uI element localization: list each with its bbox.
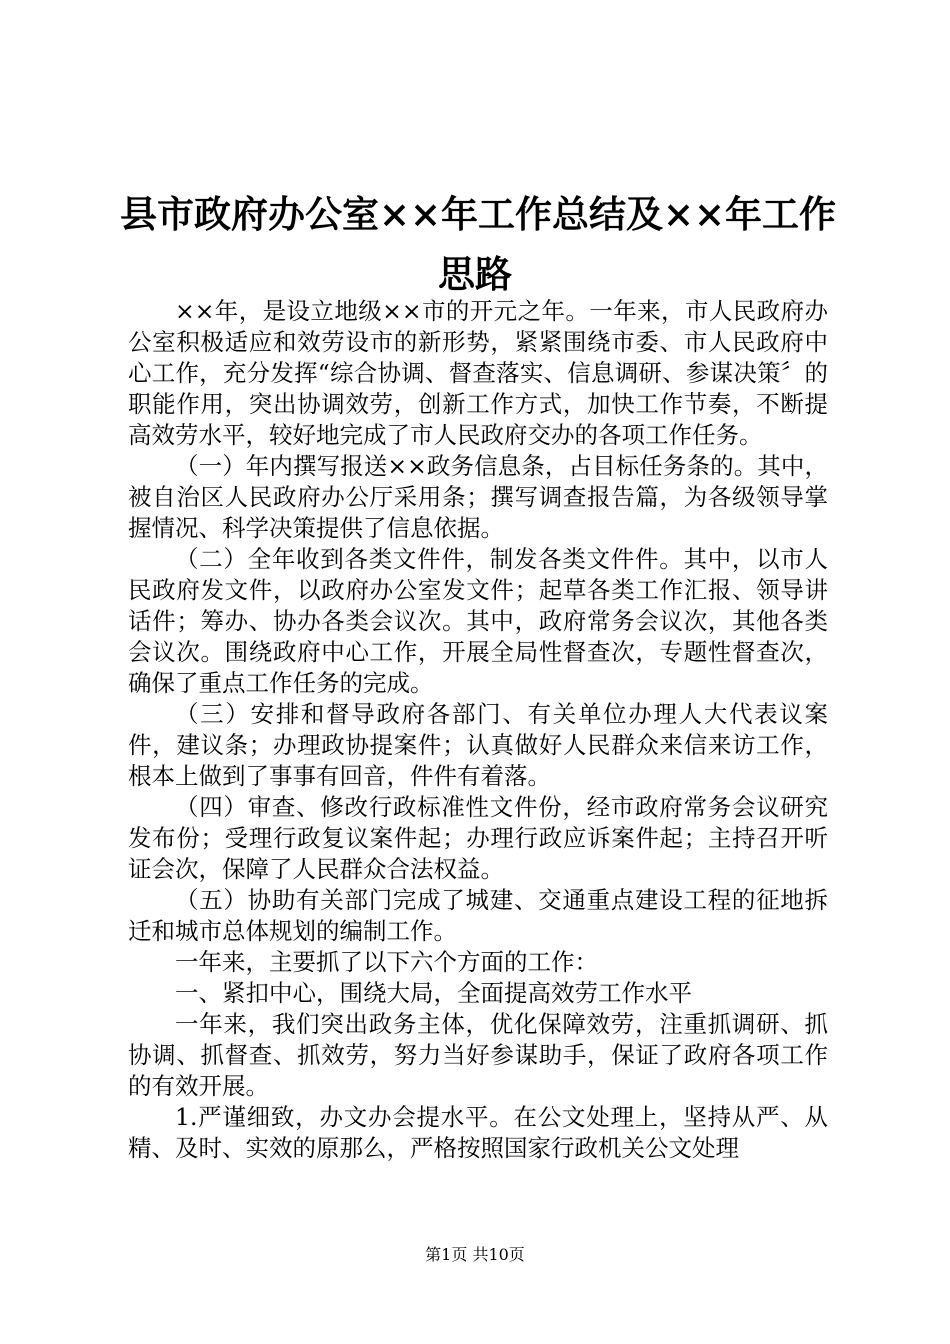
document-title-line-2: 思路 — [438, 252, 512, 296]
body-paragraph: （五）协助有关部门完成了城建、交通重点建设工程的征地拆迁和城市总体规划的编制工作。 — [128, 886, 828, 945]
body-paragraph: 一年来，主要抓了以下六个方面的工作： — [175, 948, 598, 976]
body-paragraph: （四）审查、修改行政标准性文件份，经市政府常务会议研究发布份；受理行政复议案件起；办理行政应诉案件起；主持召开听证会次，保障了人民群众合法权益。 — [128, 793, 828, 883]
body-paragraph: 1.严谨细致，办文办会提水平。在公文处理上，坚持从严、从精、及时、实效的原那么，严格按照国家行政机关公文处理 — [128, 1103, 828, 1162]
body-paragraph: （一）年内撰写报送××政务信息条，占目标任务条的。其中，被自治区人民政府办公厅采用条；撰写调查报告篇，为各级领导掌握情况、科学决策提供了信息依据。 — [128, 452, 828, 542]
section-heading: 一、紧扣中心，围绕大局，全面提高效劳工作水平 — [175, 979, 692, 1007]
document-title-line-1: 县市政府办公室××年工作总结及××年工作 — [120, 192, 837, 236]
body-paragraph: （三）安排和督导政府各部门、有关单位办理人大代表议案件，建议条；办理政协提案件；认真做好人民群众来信来访工作，根本上做到了事事有回音，件件有着落。 — [128, 700, 828, 790]
body-paragraph: 一年来，我们突出政务主体，优化保障效劳，注重抓调研、抓协调、抓督查、抓效劳，努力当好参谋助手，保证了政府各项工作的有效开展。 — [128, 1010, 828, 1100]
body-paragraph: （二）全年收到各类文件件，制发各类文件件。其中，以市人民政府发文件，以政府办公室发文件；起草各类工作汇报、领导讲话件；筹办、协办各类会议次。其中，政府常务会议次，其他各类会议次。围绕政府中心工作，开展全局性督查次，专题性督查次，确保了重点工作任务的完成。 — [128, 545, 828, 697]
body-paragraph: ××年，是设立地级××市的开元之年。一年来，市人民政府办公室积极适应和效劳设市的新形势，紧紧围绕市委、市人民政府中心工作，充分发挥“综合协调、督查落实、信息调研、参谋决策〞的职能作用，突出协调效劳，创新工作方式，加快工作节奏，不断提高效劳水平，较好地完成了市人民政府交办的各项工作任务。 — [128, 297, 828, 449]
document-body — [128, 296, 828, 1164]
page-footer: 第1页 共10页 — [425, 1245, 525, 1264]
